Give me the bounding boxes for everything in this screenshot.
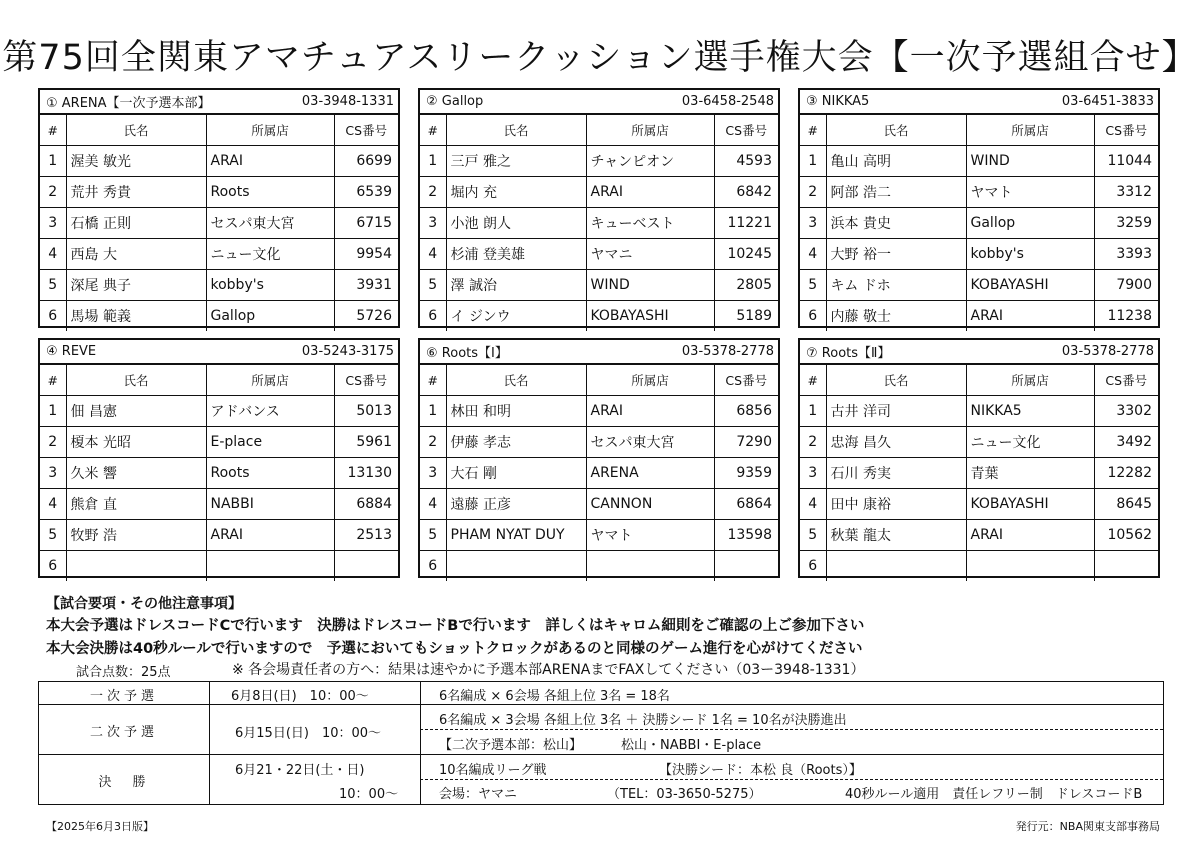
player-name: 秋葉 龍太 <box>826 520 966 551</box>
player-cs-number: 10245 <box>714 239 778 270</box>
player-name: PHAM NYAT DUY <box>446 520 586 551</box>
group-table <box>38 88 400 328</box>
player-cs-number: 3312 <box>1094 177 1158 208</box>
player-cs-number: 11221 <box>714 208 778 239</box>
player-number: 1 <box>420 396 446 427</box>
group-venue-phone: 03-5378-2778 <box>681 344 774 359</box>
player-number: 5 <box>800 520 826 551</box>
player-name: 石橋 正則 <box>66 208 206 239</box>
table-row <box>40 427 398 458</box>
stage-first: 一次予選 <box>89 689 158 704</box>
group-table <box>38 338 400 578</box>
player-club: KOBAYASHI <box>966 270 1094 301</box>
table-row <box>40 396 398 427</box>
table-row <box>40 239 398 270</box>
group-header <box>40 340 398 364</box>
column-header-club: 所属店 <box>206 115 334 146</box>
table-row <box>40 520 398 551</box>
page-title: 第75回全関東アマチュアスリークッション選手権大会【一次予選組合せ】 <box>2 38 1198 78</box>
player-name: 澤 誠治 <box>446 270 586 301</box>
table-row <box>800 396 1158 427</box>
notes-line-1: 本大会予選はドレスコードCで行います 決勝はドレスコードBで行います 詳しくはキャロム細則をご確認の上ご参加下さい <box>46 618 865 634</box>
schedule-divider <box>420 682 421 804</box>
player-cs-number: 9359 <box>714 458 778 489</box>
player-cs-number: 2513 <box>334 520 398 551</box>
table-header-row <box>40 115 398 146</box>
table-header-row <box>800 365 1158 396</box>
table-row <box>800 146 1158 177</box>
player-club: KOBAYASHI <box>966 489 1094 520</box>
table-row <box>800 301 1158 332</box>
player-cs-number: 6884 <box>334 489 398 520</box>
table-row <box>40 301 398 332</box>
player-club: セスパ東大宮 <box>206 208 334 239</box>
player-number: 6 <box>420 301 446 332</box>
stage-final-venue: 会場：ヤマニ <box>439 787 518 802</box>
player-name: 三戸 雅之 <box>446 146 586 177</box>
player-name: 古井 洋司 <box>826 396 966 427</box>
player-name: 大野 裕一 <box>826 239 966 270</box>
table-header-row <box>800 115 1158 146</box>
table-row <box>800 427 1158 458</box>
player-cs-number: 13598 <box>714 520 778 551</box>
group-venue-label: ④ REVE <box>46 344 97 359</box>
player-cs-number: 3492 <box>1094 427 1158 458</box>
player-cs-number: 3302 <box>1094 396 1158 427</box>
notes-heading: 【試合要項・その他注意事項】 <box>46 596 242 612</box>
player-cs-number: 6856 <box>714 396 778 427</box>
player-cs-number: 6842 <box>714 177 778 208</box>
player-club: セスパ東大宮 <box>586 427 714 458</box>
column-header-no: # <box>420 115 446 146</box>
player-cs-number: 5013 <box>334 396 398 427</box>
table-row <box>40 146 398 177</box>
column-header-club: 所属店 <box>966 115 1094 146</box>
column-header-no: # <box>420 365 446 396</box>
player-cs-number: 2805 <box>714 270 778 301</box>
player-number: 3 <box>800 208 826 239</box>
group-venue-label: ① ARENA【一次予選本部】 <box>46 96 211 111</box>
column-header-cs: CS番号 <box>1094 115 1158 146</box>
player-number: 2 <box>800 177 826 208</box>
group-venue-label: ⑦ Roots【Ⅱ】 <box>806 346 891 361</box>
match-points: 試合点数：25点 <box>76 665 171 680</box>
table-header-row <box>40 365 398 396</box>
column-header-cs: CS番号 <box>714 115 778 146</box>
player-club: Roots <box>206 458 334 489</box>
player-cs-number: 7900 <box>1094 270 1158 301</box>
player-cs-number: 4593 <box>714 146 778 177</box>
column-header-name: 氏名 <box>66 365 206 396</box>
player-cs-number: 12282 <box>1094 458 1158 489</box>
player-club: CANNON <box>586 489 714 520</box>
player-club: ARAI <box>966 301 1094 332</box>
table-row <box>420 396 778 427</box>
player-name: 伊藤 孝志 <box>446 427 586 458</box>
player-name: 馬場 範義 <box>66 301 206 332</box>
player-number: 3 <box>40 208 66 239</box>
stage-second-venues: 松山・NABBI・E-place <box>621 738 762 753</box>
player-number: 5 <box>420 270 446 301</box>
table-row <box>40 489 398 520</box>
column-header-cs: CS番号 <box>714 365 778 396</box>
schedule-table <box>38 681 1164 805</box>
player-cs-number: 3393 <box>1094 239 1158 270</box>
schedule-row-divider <box>39 704 1163 705</box>
stage-second: 二次予選 <box>89 725 158 740</box>
group-player-table <box>40 114 398 331</box>
player-club: ARAI <box>206 146 334 177</box>
table-row <box>420 146 778 177</box>
group-header <box>800 90 1158 114</box>
player-cs-number: 5961 <box>334 427 398 458</box>
player-name: 石川 秀実 <box>826 458 966 489</box>
group-venue-label: ③ NIKKA5 <box>806 94 870 109</box>
player-number: 1 <box>420 146 446 177</box>
player-name: 杉浦 登美雄 <box>446 239 586 270</box>
stage-final-seed: 【決勝シード：本松 良（Roots）】 <box>659 763 862 778</box>
schedule-divider <box>209 682 210 804</box>
player-club: WIND <box>966 146 1094 177</box>
player-club: キューベスト <box>586 208 714 239</box>
player-cs-number: 8645 <box>1094 489 1158 520</box>
table-row <box>40 551 398 582</box>
table-header-row <box>420 365 778 396</box>
group-header <box>800 340 1158 364</box>
player-cs-number: 5189 <box>714 301 778 332</box>
table-row <box>420 301 778 332</box>
player-club: Roots <box>206 177 334 208</box>
group-table <box>798 338 1160 578</box>
column-header-cs: CS番号 <box>334 115 398 146</box>
player-club: チャンピオン <box>586 146 714 177</box>
player-name: 内藤 敬士 <box>826 301 966 332</box>
player-name: イ ジンウ <box>446 301 586 332</box>
table-row <box>40 177 398 208</box>
table-row <box>800 489 1158 520</box>
table-row <box>800 270 1158 301</box>
group-table <box>418 88 780 328</box>
table-row <box>420 270 778 301</box>
stage-final-tel: （TEL：03-3650-5275） <box>607 787 762 802</box>
column-header-cs: CS番号 <box>1094 365 1158 396</box>
player-number: 4 <box>40 239 66 270</box>
player-name: 忠海 昌久 <box>826 427 966 458</box>
column-header-no: # <box>800 365 826 396</box>
group-venue-phone: 03-6451-3833 <box>1061 94 1154 109</box>
player-number: 3 <box>40 458 66 489</box>
group-header <box>420 340 778 364</box>
table-row <box>420 427 778 458</box>
group-player-table <box>420 364 778 581</box>
group-venue-phone: 03-5243-3175 <box>301 344 394 359</box>
table-row <box>800 239 1158 270</box>
player-number: 5 <box>420 520 446 551</box>
player-name <box>66 551 206 582</box>
player-number: 5 <box>40 270 66 301</box>
player-name: 浜本 貴史 <box>826 208 966 239</box>
player-cs-number <box>334 551 398 582</box>
schedule-row-divider <box>39 754 1163 755</box>
stage-second-date: 6月15日(日) 10：00～ <box>235 726 382 741</box>
column-header-club: 所属店 <box>206 365 334 396</box>
player-cs-number: 6715 <box>334 208 398 239</box>
player-club: Gallop <box>206 301 334 332</box>
player-number: 3 <box>800 458 826 489</box>
player-number: 2 <box>40 427 66 458</box>
player-cs-number: 11044 <box>1094 146 1158 177</box>
stage-first-detail: 6名編成 × 6会場 各組上位 3名 = 18名 <box>439 689 670 704</box>
table-row <box>420 208 778 239</box>
column-header-no: # <box>40 115 66 146</box>
notes-line-2: 本大会決勝は40秒ルールで行いますので 予選においてもショットクロックがあるのと同様のゲーム進行を心がけてください <box>46 641 863 657</box>
column-header-name: 氏名 <box>826 365 966 396</box>
stage-final: 決 勝 <box>98 775 150 790</box>
player-cs-number <box>1094 551 1158 582</box>
player-name: 阿部 浩二 <box>826 177 966 208</box>
player-number: 6 <box>800 551 826 582</box>
version-label: 【2025年6月3日版】 <box>46 820 154 833</box>
column-header-club: 所属店 <box>966 365 1094 396</box>
player-club: ARAI <box>586 177 714 208</box>
player-number: 3 <box>420 208 446 239</box>
player-number: 1 <box>40 146 66 177</box>
group-venue-phone: 03-6458-2548 <box>681 94 774 109</box>
player-number: 4 <box>420 489 446 520</box>
table-row <box>800 458 1158 489</box>
stage-final-rules: 40秒ルール適用 責任レフリー制 ドレスコードB <box>845 787 1143 802</box>
player-number: 6 <box>40 301 66 332</box>
player-club: KOBAYASHI <box>586 301 714 332</box>
table-row <box>420 458 778 489</box>
column-header-club: 所属店 <box>586 115 714 146</box>
player-club: ヤマト <box>966 177 1094 208</box>
player-number: 2 <box>420 177 446 208</box>
player-cs-number: 3259 <box>1094 208 1158 239</box>
table-row <box>800 208 1158 239</box>
player-number: 1 <box>800 396 826 427</box>
player-number: 2 <box>420 427 446 458</box>
player-number: 4 <box>800 239 826 270</box>
group-header <box>40 90 398 114</box>
player-club: ARAI <box>966 520 1094 551</box>
player-club: NABBI <box>206 489 334 520</box>
group-player-table <box>800 114 1158 331</box>
stage-final-time: 10：00～ <box>339 787 399 802</box>
player-club <box>206 551 334 582</box>
player-cs-number: 6539 <box>334 177 398 208</box>
player-club: E-place <box>206 427 334 458</box>
table-row <box>40 270 398 301</box>
player-cs-number: 3931 <box>334 270 398 301</box>
player-club: kobby's <box>206 270 334 301</box>
stage-final-date: 6月21・22日(土・日) <box>235 763 365 778</box>
player-club: ARAI <box>586 396 714 427</box>
group-venue-label: ② Gallop <box>426 94 484 109</box>
fax-instructions: ※ 各会場責任者の方へ：結果は速やかに予選本部ARENAまでFAXしてください（03ー3948-1331） <box>232 662 865 678</box>
column-header-club: 所属店 <box>586 365 714 396</box>
player-club <box>586 551 714 582</box>
player-name: 渥美 敏光 <box>66 146 206 177</box>
player-name: 榎本 光昭 <box>66 427 206 458</box>
player-cs-number: 10562 <box>1094 520 1158 551</box>
player-name: 佃 昌憲 <box>66 396 206 427</box>
stage-first-date: 6月8日(日) 10：00～ <box>231 689 369 704</box>
player-name: 大石 剛 <box>446 458 586 489</box>
table-row <box>800 551 1158 582</box>
stage-final-format: 10名編成リーグ戦 <box>439 763 547 778</box>
player-number: 2 <box>40 177 66 208</box>
player-club: Gallop <box>966 208 1094 239</box>
player-name: 深尾 典子 <box>66 270 206 301</box>
player-name: 林田 和明 <box>446 396 586 427</box>
column-header-no: # <box>40 365 66 396</box>
player-club: WIND <box>586 270 714 301</box>
player-cs-number: 13130 <box>334 458 398 489</box>
player-number: 1 <box>40 396 66 427</box>
player-number: 6 <box>800 301 826 332</box>
table-header-row <box>420 115 778 146</box>
player-name: 遠藤 正彦 <box>446 489 586 520</box>
schedule-dashed-divider <box>420 779 1163 780</box>
column-header-name: 氏名 <box>446 365 586 396</box>
player-name: 小池 朗人 <box>446 208 586 239</box>
table-row <box>800 520 1158 551</box>
player-club: 青葉 <box>966 458 1094 489</box>
table-row <box>420 177 778 208</box>
player-name <box>826 551 966 582</box>
player-number: 5 <box>40 520 66 551</box>
player-cs-number: 7290 <box>714 427 778 458</box>
player-name: 田中 康裕 <box>826 489 966 520</box>
group-venue-label: ⑥ Roots【Ⅰ】 <box>426 346 508 361</box>
group-player-table <box>420 114 778 331</box>
player-name: 堀内 充 <box>446 177 586 208</box>
issuer-label: 発行元：NBA関東支部事務局 <box>1015 820 1160 833</box>
player-club: NIKKA5 <box>966 396 1094 427</box>
group-venue-phone: 03-3948-1331 <box>301 94 394 109</box>
column-header-cs: CS番号 <box>334 365 398 396</box>
column-header-name: 氏名 <box>66 115 206 146</box>
column-header-name: 氏名 <box>446 115 586 146</box>
table-row <box>420 520 778 551</box>
group-player-table <box>800 364 1158 581</box>
player-club: ニュー文化 <box>206 239 334 270</box>
table-row <box>420 489 778 520</box>
table-row <box>40 208 398 239</box>
table-row <box>40 458 398 489</box>
column-header-no: # <box>800 115 826 146</box>
group-header <box>420 90 778 114</box>
player-number: 4 <box>420 239 446 270</box>
player-name: 亀山 高明 <box>826 146 966 177</box>
player-name: 牧野 浩 <box>66 520 206 551</box>
player-number: 5 <box>800 270 826 301</box>
player-number: 6 <box>420 551 446 582</box>
stage-second-hq: 【二次予選本部：松山】 <box>439 738 583 753</box>
group-venue-phone: 03-5378-2778 <box>1061 344 1154 359</box>
player-name <box>446 551 586 582</box>
player-name: 荒井 秀貴 <box>66 177 206 208</box>
table-row <box>420 239 778 270</box>
player-club: kobby's <box>966 239 1094 270</box>
player-number: 6 <box>40 551 66 582</box>
table-row <box>800 177 1158 208</box>
player-cs-number: 5726 <box>334 301 398 332</box>
table-row <box>420 551 778 582</box>
player-club: ARENA <box>586 458 714 489</box>
player-number: 4 <box>800 489 826 520</box>
player-name: 西島 大 <box>66 239 206 270</box>
player-club: ニュー文化 <box>966 427 1094 458</box>
player-number: 4 <box>40 489 66 520</box>
group-player-table <box>40 364 398 581</box>
player-club: ARAI <box>206 520 334 551</box>
player-name: キム ドホ <box>826 270 966 301</box>
group-table <box>418 338 780 578</box>
schedule-dashed-divider <box>420 729 1163 730</box>
player-club: アドバンス <box>206 396 334 427</box>
player-cs-number: 9954 <box>334 239 398 270</box>
player-number: 2 <box>800 427 826 458</box>
player-club: ヤマト <box>586 520 714 551</box>
player-cs-number: 11238 <box>1094 301 1158 332</box>
player-name: 熊倉 直 <box>66 489 206 520</box>
player-cs-number: 6699 <box>334 146 398 177</box>
player-name: 久米 響 <box>66 458 206 489</box>
player-club <box>966 551 1094 582</box>
group-table <box>798 88 1160 328</box>
player-number: 3 <box>420 458 446 489</box>
player-number: 1 <box>800 146 826 177</box>
stage-second-detail: 6名編成 × 3会場 各組上位 3名 ＋ 決勝シード 1名 = 10名が決勝進出 <box>439 713 847 728</box>
column-header-name: 氏名 <box>826 115 966 146</box>
player-club: ヤマニ <box>586 239 714 270</box>
player-cs-number: 6864 <box>714 489 778 520</box>
player-cs-number <box>714 551 778 582</box>
